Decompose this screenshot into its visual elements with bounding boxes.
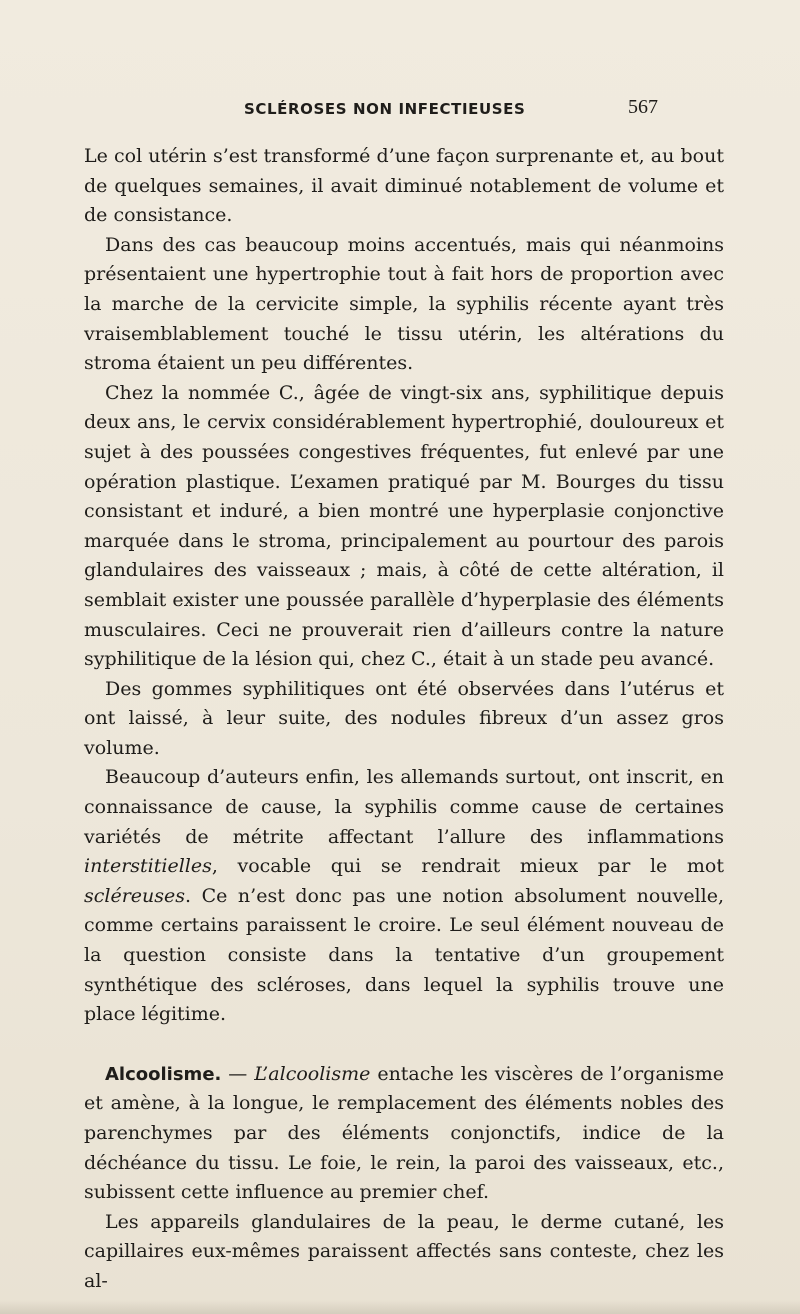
page-number: 567 — [628, 96, 658, 118]
paragraph-auteurs-allemands — [84, 763, 724, 1029]
p5-text-b: , vocable qui se rendrait mieux par le mot — [211, 855, 724, 878]
p6-text: entache les viscères de l’organisme et amène, à la longue, le remplacement des éléments nobles des parenchymes par des éléments conjonctifs, indice de la déchéance du tissu. Le foie, le rein, la paroi des vaisseaux, etc., subissent cette influence au premier chef. — [84, 1062, 724, 1204]
term-alcoolisme: L’alcoolisme — [254, 1062, 371, 1085]
paragraph-col-uterin: Le col utérin s’est transformé d’une façon surprenante et, au bout de quelques semaines, il avait diminué notablement de volume et de consistance. — [84, 145, 724, 227]
paragraph-nommee-c: Chez la nommée C., âgée de vingt-six ans, syphilitique depuis deux ans, le cervix considérablement hypertrophié, douloureux et sujet à des poussées congestives fréquentes, fut enlevé par une opération plastique. L’examen pratiqué par M. Bourges du tissu consistant et induré, a bien montré une hyperplasie conjonctive marquée dans le stroma, principalement au pourtour des parois glandulaires des vaisseaux ; mais, à côté de cette altération, il semblait exister une poussée parallèle d’hyperplasie des éléments musculaires. Ceci ne prouverait rien d’ailleurs contre la nature syphilitique de la lésion qui, chez C., était à un stade peu avancé. — [84, 381, 724, 671]
p5-text-a: Beaucoup d’auteurs enfin, les allemands surtout, ont inscrit, en connaissance de cause, la syphilis comme cause de certaines variétés de métrite affectant l’allure des inflammations — [84, 766, 724, 848]
page-header — [0, 96, 800, 126]
paragraph-appareils-glandulaires: Les appareils glandulaires de la peau, le derme cutané, les capillaires eux-mêmes paraissent affectés sans conteste, chez les al- — [84, 1210, 724, 1292]
term-interstitielles: interstitielles — [84, 855, 212, 878]
body-text — [84, 142, 724, 1297]
heading-dash: — — [221, 1062, 255, 1085]
running-title: SCLÉROSES NON INFECTIEUSES — [244, 100, 526, 118]
p5-text-c: . Ce n’est donc pas une notion absolument nouvelle, comme certains paraissent le croire. Le seul élément nouveau de la question consiste dans la tentative d’un groupement synthétique des scléroses, dans lequel la syphilis trouve une place légitime. — [84, 884, 724, 1026]
term-scléreuses: scléreuses — [84, 884, 186, 907]
paragraph-gommes-syphilitiques: Des gommes syphilitiques ont été observées dans l’utérus et ont laissé, à leur suite, des nodules fibreux d’un assez gros volume. — [84, 677, 724, 759]
section-heading-alcoolisme: Alcoolisme. — [105, 1063, 222, 1085]
paragraph-alcoolisme — [84, 1060, 724, 1208]
scan-shadow — [0, 1300, 800, 1314]
paragraph-cas-moins-accentues: Dans des cas beaucoup moins accentués, mais qui néanmoins présentaient une hypertrophie tout à fait hors de proportion avec la marche de la cervicite simple, la syphilis récente ayant très vraisemblablement touché le tissu utérin, les altérations du stroma étaient un peu différentes. — [84, 233, 724, 375]
